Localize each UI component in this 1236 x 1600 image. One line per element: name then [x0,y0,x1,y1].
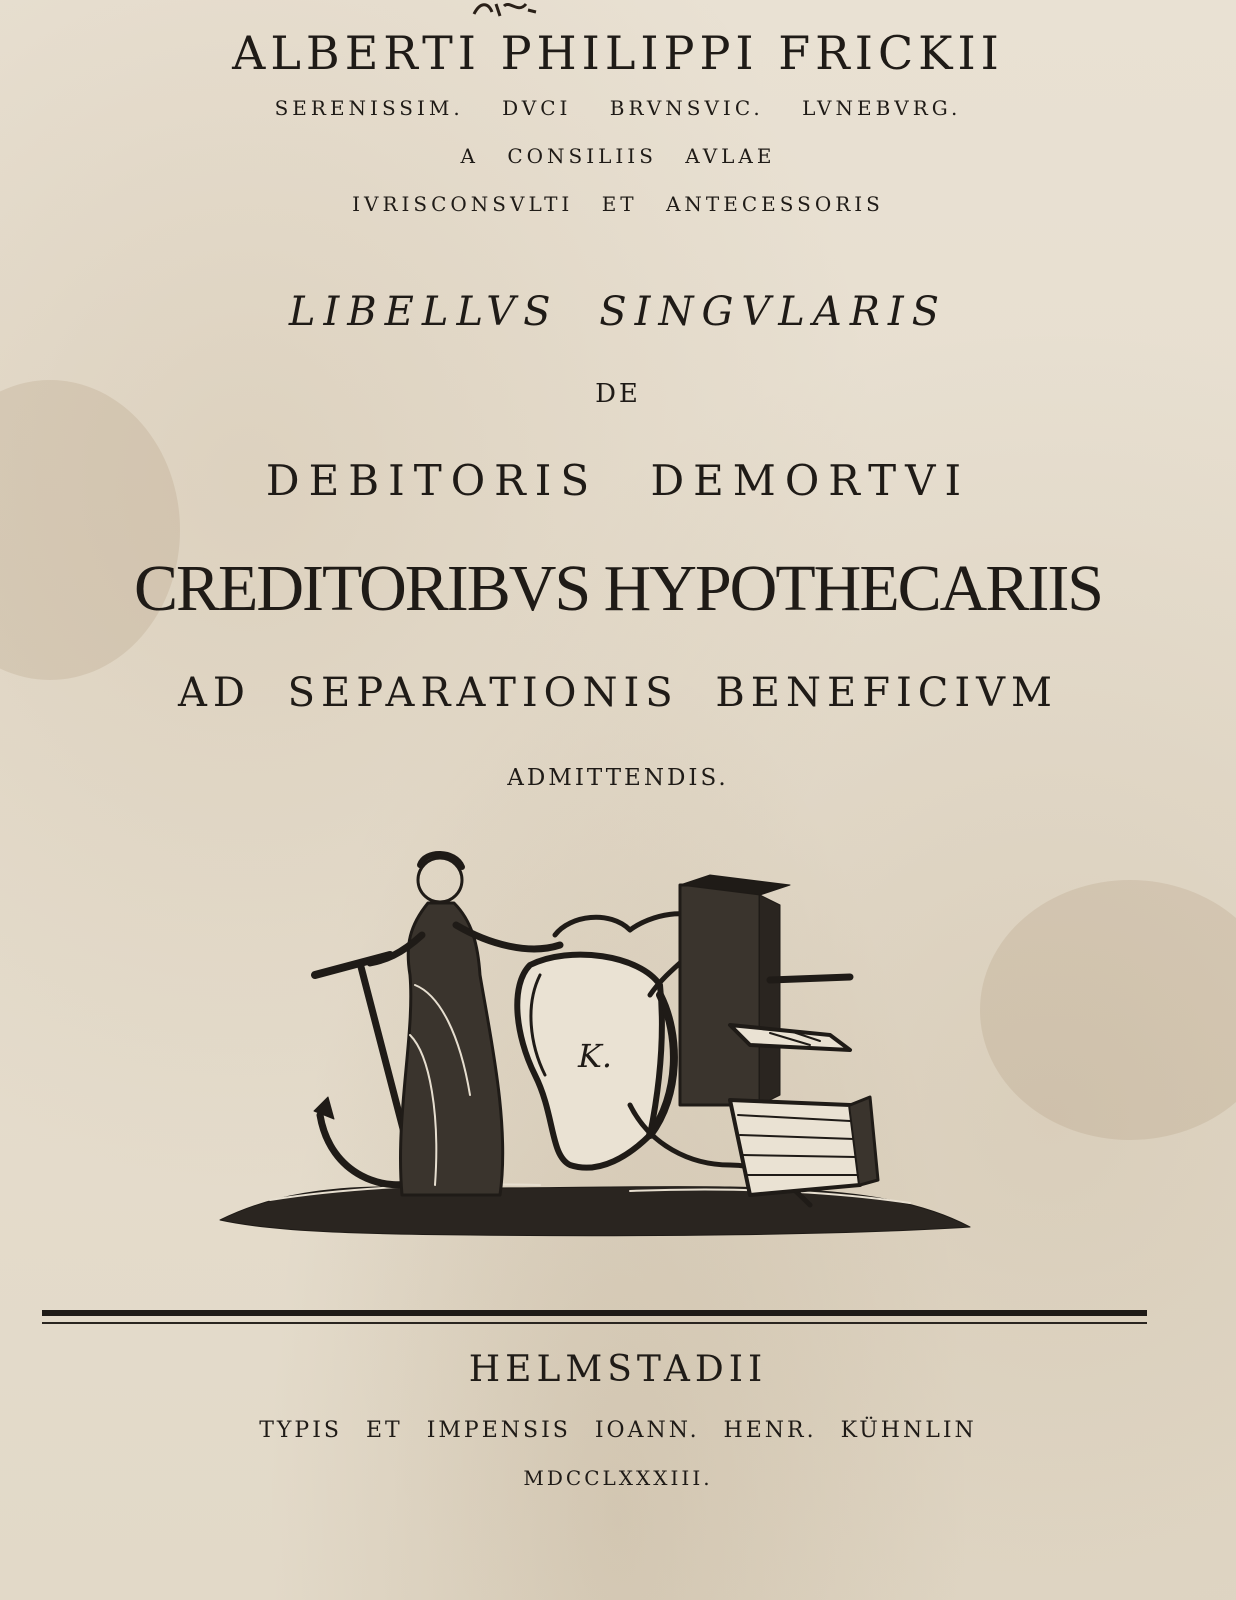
author-title-line-3: IVRISCONSVLTI ET ANTECESSORIS [352,192,884,216]
author-name: ALBERTI PHILIPPI FRICKII [232,26,1004,80]
title-line-4: ADMITTENDIS. [507,765,729,791]
work-heading: LIBELLVS SINGVLARIS [288,289,948,335]
author-title-line-2: A CONSILIIS AVLAE [460,144,776,168]
divider-rule [42,1310,1147,1316]
title-line-1: DEBITORIS DEMORTVI [265,456,971,505]
imprint-printer: TYPIS ET IMPENSIS IOANN. HENR. KÜHNLIN [259,1418,977,1443]
imprint-place: HELMSTADII [468,1349,768,1390]
imprint-year: MDCCLXXXIII. [523,1466,713,1490]
title-line-2: CREDITORIBVS HYPOTHECARIIS [133,552,1103,625]
manuscript-mark-icon [470,0,540,18]
paper-stain [0,380,180,680]
printer-mark-initial: K. [577,1037,613,1075]
title-preposition: DE [595,379,641,409]
divider-rule-thin [42,1322,1147,1324]
paper-stain [980,880,1236,1140]
title-line-3: AD SEPARATIONIS BENEFICIVM [177,670,1058,716]
author-title-line-1: SERENISSIM. DVCI BRVNSVIC. LVNEBVRG. [274,96,962,120]
printer-mark-vignette [210,835,990,1255]
